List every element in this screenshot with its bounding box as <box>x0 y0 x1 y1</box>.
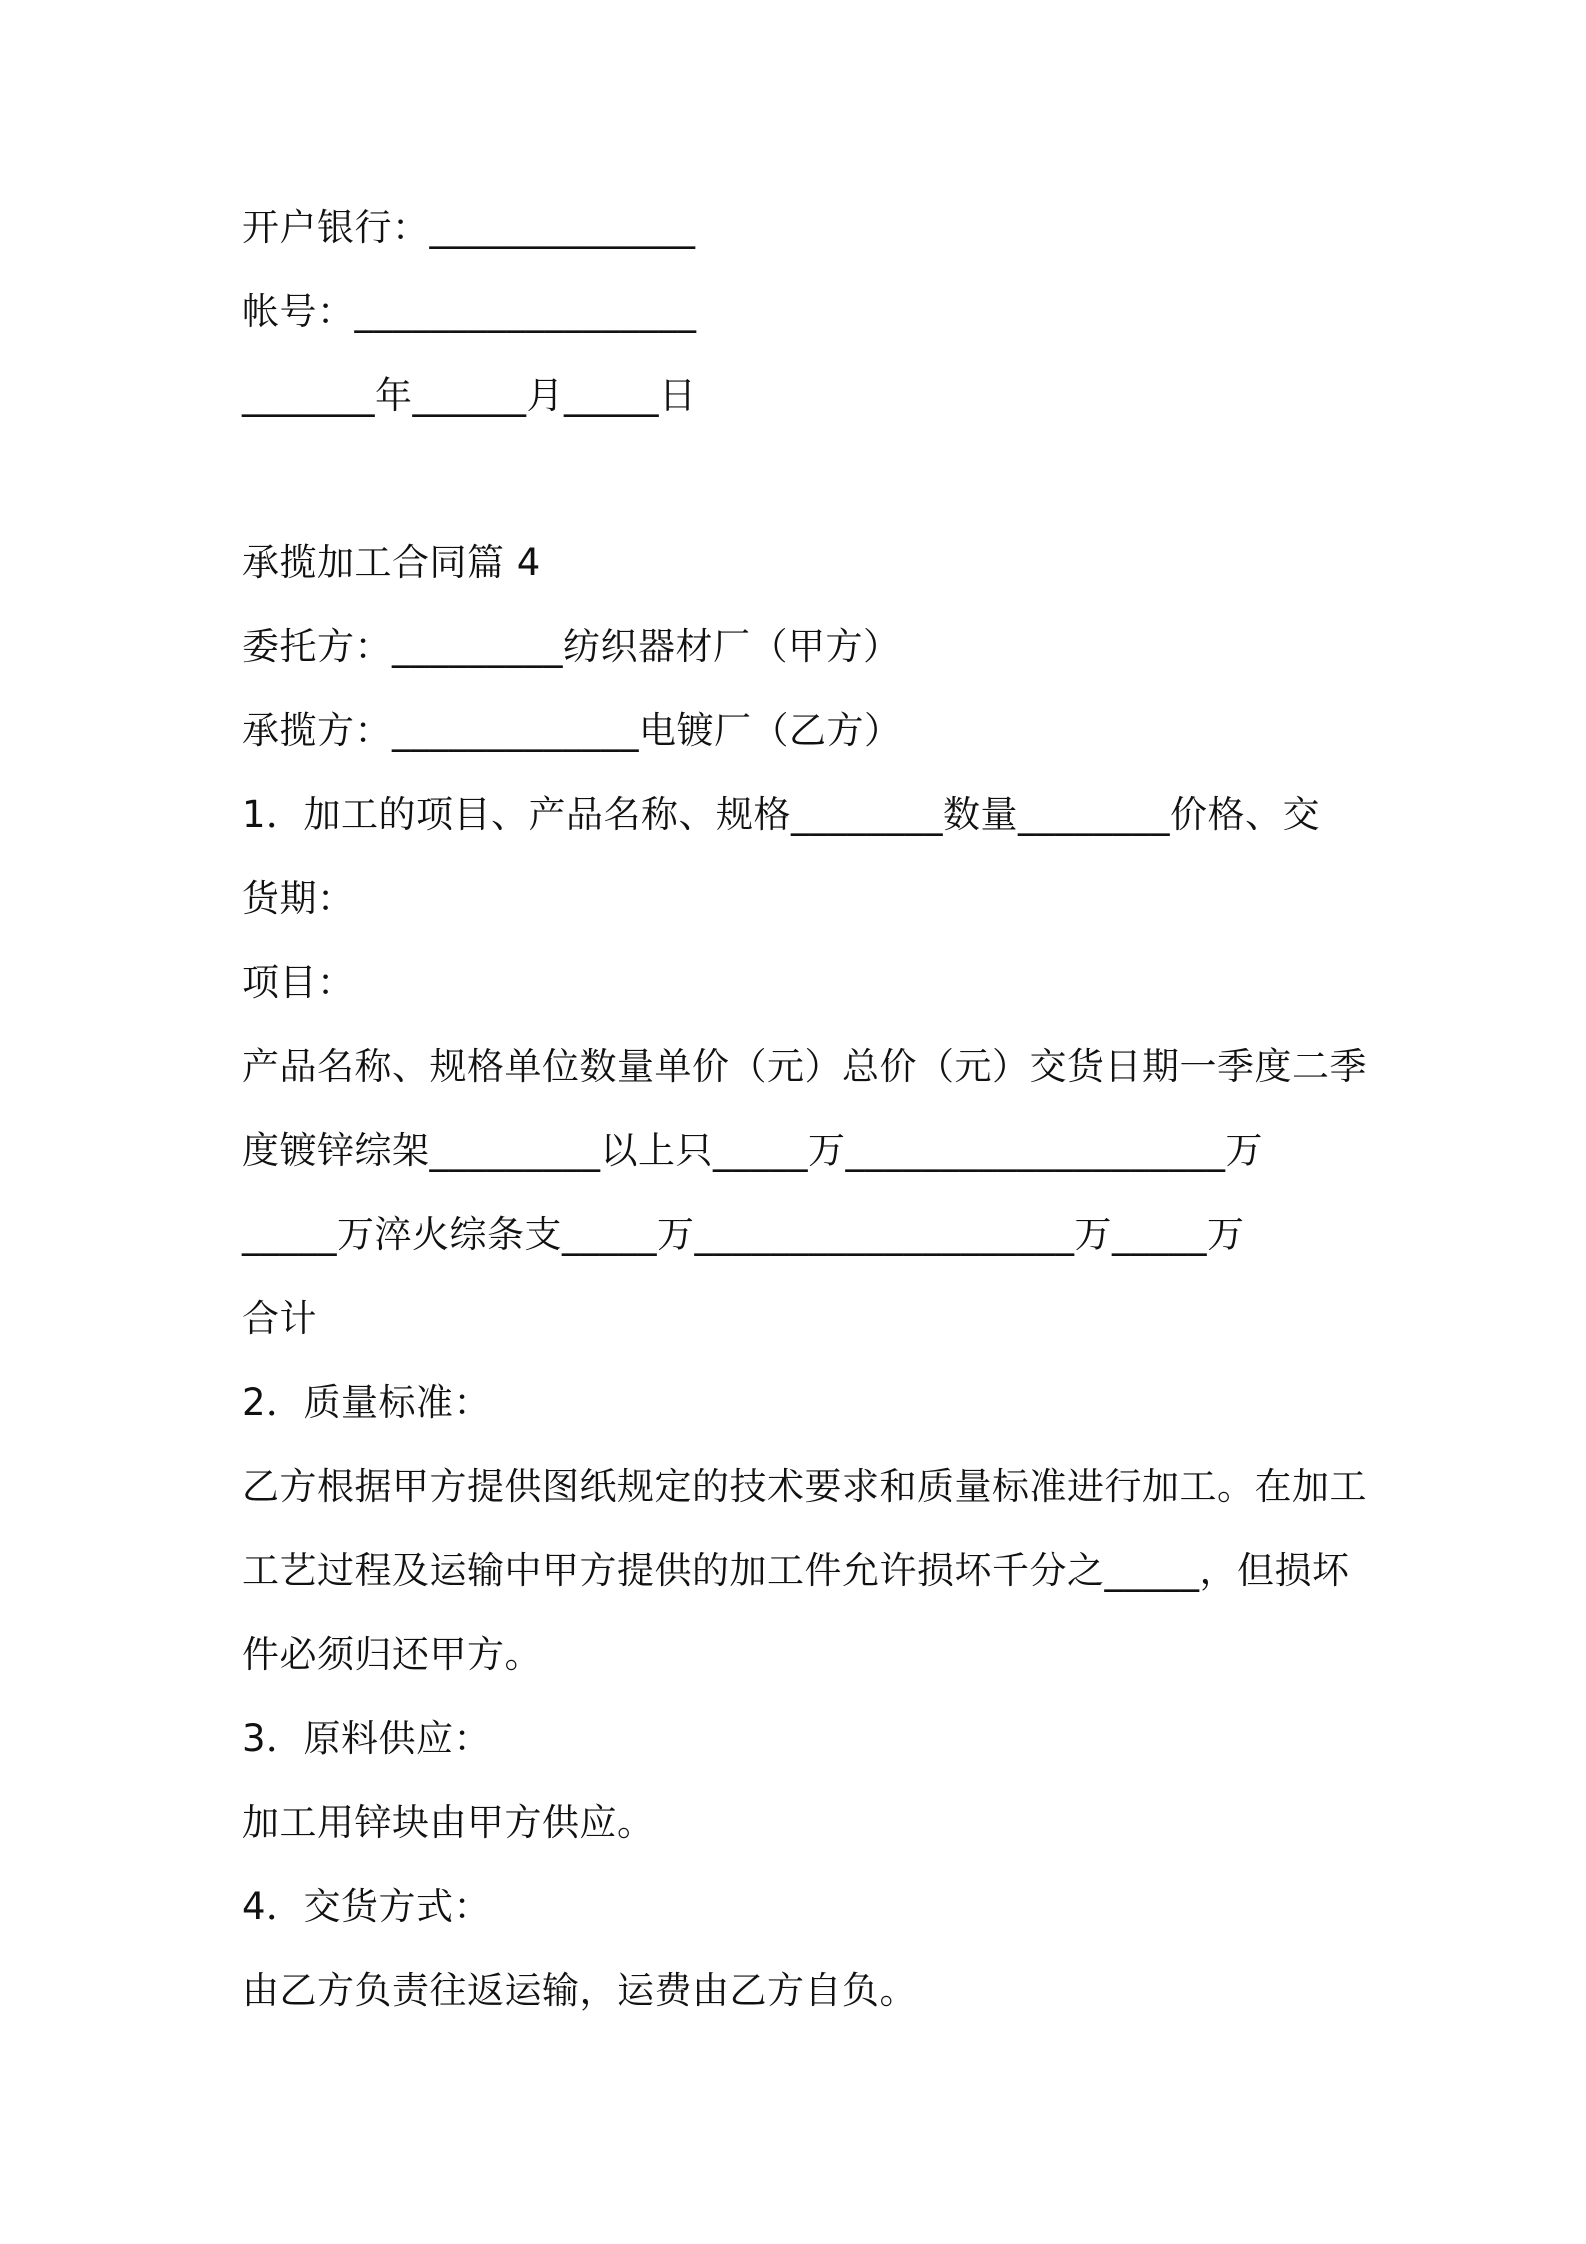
date-line: _______年______月_____日 <box>242 374 697 417</box>
items-row-header: 产品名称、规格单位数量单价（元）总价（元）交货日期一季度二季 <box>242 1045 1367 1088</box>
section-3-heading: 3．原料供应： <box>242 1717 492 1760</box>
items-row-1: 度镀锌综架_________以上只_____万____________________万 <box>242 1129 1263 1172</box>
items-label: 项目： <box>242 961 355 1004</box>
quality-paragraph-line-1: 乙方根据甲方提供图纸规定的技术要求和质量标准进行加工。在加工 <box>242 1465 1367 1508</box>
contractor-line: 承揽方：_____________电镀厂（乙方） <box>242 709 902 752</box>
client-line: 委托方：_________纺织器材厂（甲方） <box>242 625 901 668</box>
contract-title: 承揽加工合同篇 4 <box>242 541 541 584</box>
bank-line: 开户银行：______________ <box>242 206 696 249</box>
quality-paragraph-line-2: 工艺过程及运输中甲方提供的加工件允许损坏千分之_____，但损坏 <box>242 1549 1350 1592</box>
quality-paragraph-line-3: 件必须归还甲方。 <box>242 1633 542 1676</box>
account-line: 帐号：__________________ <box>242 290 697 333</box>
delivery-paragraph: 由乙方负责往返运输，运费由乙方自负。 <box>242 1969 917 2012</box>
materials-paragraph: 加工用锌块由甲方供应。 <box>242 1801 655 1844</box>
items-total: 合计 <box>242 1297 317 1340</box>
section-2-heading: 2．质量标准： <box>242 1381 492 1424</box>
section-1-heading-cont: 货期： <box>242 877 355 920</box>
section-1-heading: 1．加工的项目、产品名称、规格________数量________价格、交 <box>242 793 1321 836</box>
section-4-heading: 4．交货方式： <box>242 1885 492 1928</box>
items-row-2: _____万淬火综条支_____万____________________万_____万 <box>242 1213 1245 1256</box>
